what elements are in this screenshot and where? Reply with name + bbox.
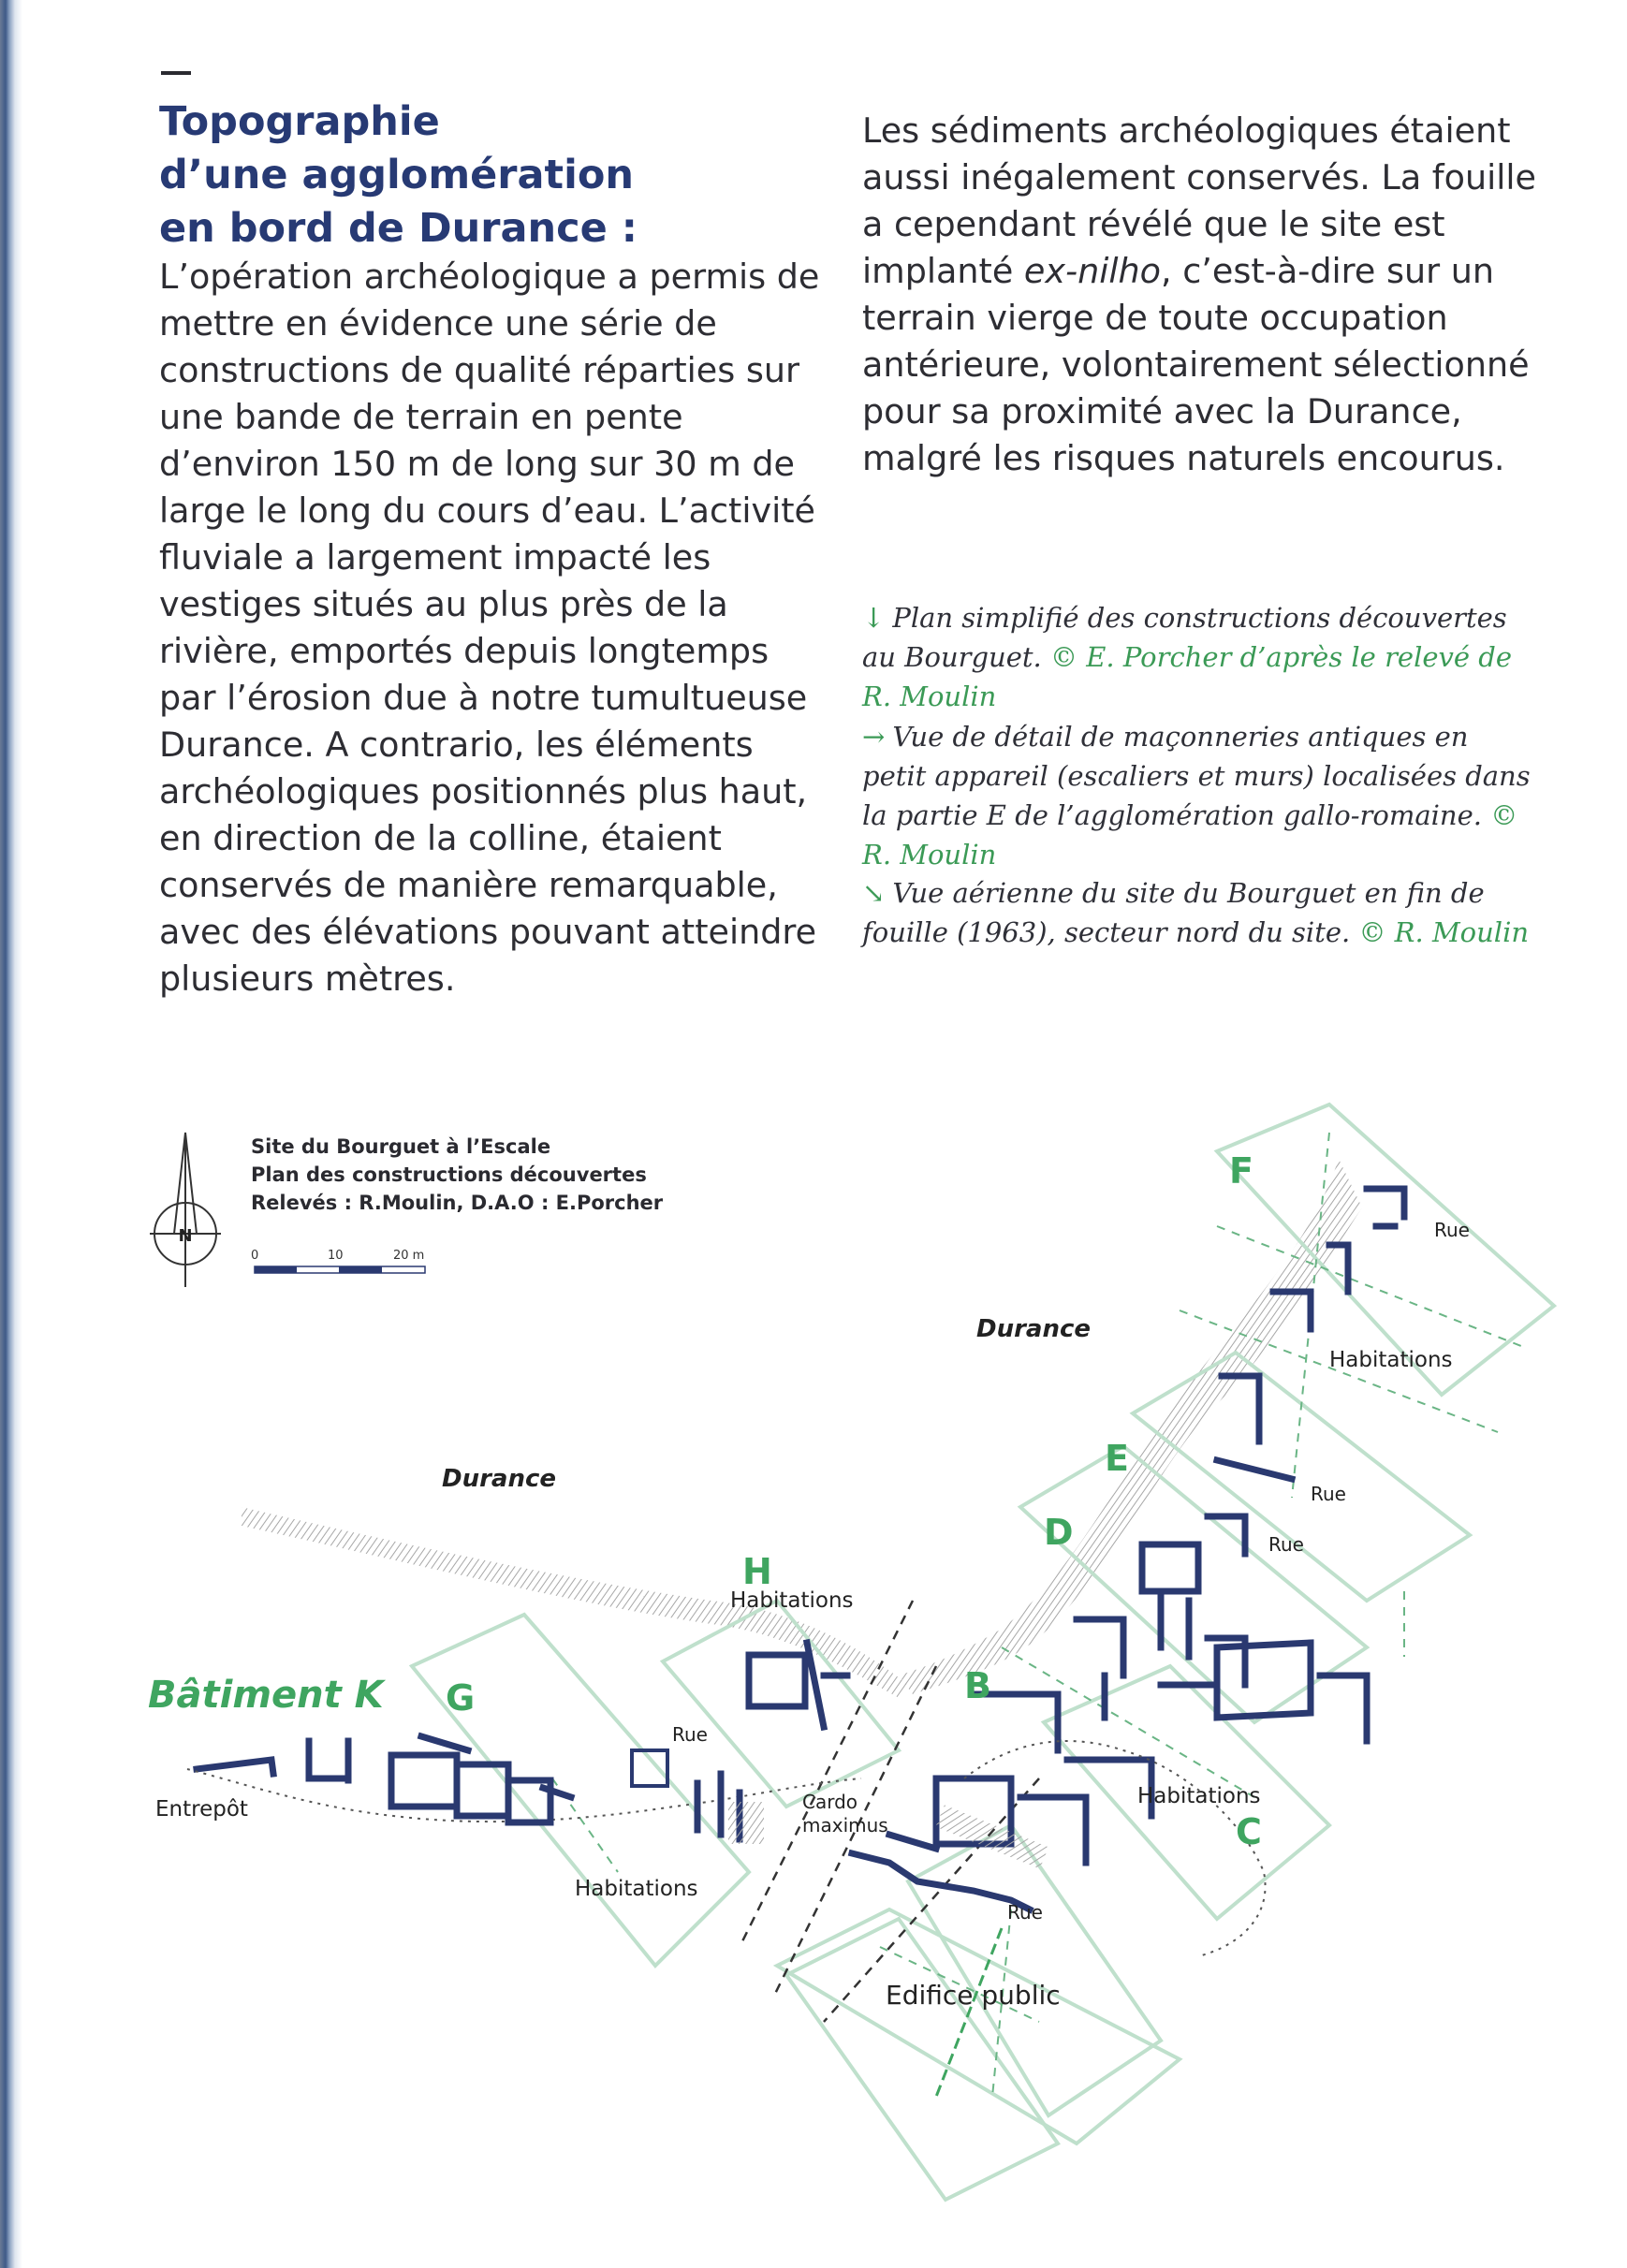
- label-habitations-g: Habitations: [575, 1877, 698, 1901]
- caption-credit: © E. Porcher d’après le relevé de R. Moulin: [862, 641, 1513, 712]
- compass-letter: N: [178, 1226, 193, 1246]
- label-rue-d: Rue: [1268, 1533, 1304, 1556]
- caption-text: Plan simplifié des constructions découvertes au Bourguet.: [862, 602, 1507, 673]
- sector-label-f: F: [1229, 1150, 1253, 1192]
- down-right-arrow-icon: ↘: [862, 877, 886, 909]
- sector-label-c: C: [1236, 1811, 1262, 1852]
- sector-label-e: E: [1105, 1438, 1129, 1479]
- label-rue-e: Rue: [1311, 1483, 1346, 1505]
- scale-tick-0: 0: [251, 1249, 259, 1263]
- scale-tick-10: 10: [328, 1249, 344, 1263]
- label-edifice-public: Edifice public: [886, 1980, 1061, 2011]
- scale-tick-20: 20 m: [393, 1249, 425, 1263]
- caption-text: Vue aérienne du site du Bourguet en fin de fouille (1963), secteur nord du site.: [862, 877, 1485, 948]
- label-cardo: Cardo: [802, 1791, 858, 1813]
- label-batiment-k: Bâtiment K: [148, 1674, 384, 1717]
- right-arrow-icon: →: [862, 721, 886, 753]
- building-k-walls: [197, 1741, 348, 1780]
- label-entrepot: Entrepôt: [155, 1797, 248, 1822]
- label-maximus: maximus: [802, 1814, 888, 1836]
- legend-line-1: Site du Bourguet à l’Escale: [251, 1135, 551, 1158]
- label-rue-f: Rue: [1434, 1219, 1470, 1241]
- legend-line-3: Relevés : R.Moulin, D.A.O : E.Porcher: [251, 1192, 664, 1214]
- body-right-latin: ex-nilho: [1023, 251, 1161, 291]
- label-durance-left: Durance: [442, 1465, 557, 1493]
- caption-text: Vue de détail de maçonneries antiques en petit appareil (escaliers et murs) localisées dans la partie E de l’agglomération gallo-romaine.: [862, 721, 1531, 831]
- label-durance-top: Durance: [976, 1315, 1092, 1343]
- caption-credit: © R. Moulin: [862, 799, 1518, 871]
- label-rue-public: Rue: [1007, 1901, 1043, 1924]
- body-right-part-1: Les sédiments archéologiques étaient aussi inégalement conservés. La fouille a cependant révélé que le site est implanté: [862, 110, 1536, 291]
- heading-line-3: en bord de Durance :: [159, 205, 638, 252]
- sector-def-walls: [1142, 1189, 1404, 1591]
- scale-bar: [255, 1266, 425, 1273]
- label-habitations-h: Habitations: [730, 1588, 854, 1613]
- heading-line-1: Topographie: [159, 98, 440, 145]
- sector-label-d: D: [1044, 1512, 1074, 1553]
- body-right-part-2: , c’est-à-dire sur un terrain vierge de toute occupation antérieure, volontairement sélectionné pour sa proximité avec la Durance, malgré les risques naturels encourus.: [862, 251, 1530, 478]
- label-habitations-c: Habitations: [1137, 1784, 1261, 1808]
- sector-label-b: B: [964, 1665, 991, 1706]
- compass-icon: [150, 1133, 221, 1287]
- body-text-left: L’opération archéologique a permis de mettre en évidence une série de constructions de qualité réparties sur une bande de terrain en pente d’environ 150 m de long sur 30 m de large le long du cours d’eau. L’activité fluviale a largement impacté les vestiges situés au plus près de la rivière, emportés depuis longtemps par l’érosion due à notre tumultueuse Durance. A contrario, les éléments archéologiques positionnés plus haut, en direction de la colline, étaient conservés de manière remarquable, avec des élévations pouvant atteindre plusieurs mètres.: [159, 256, 820, 999]
- label-rue-g: Rue: [672, 1723, 708, 1746]
- label-habitations-f: Habitations: [1329, 1348, 1453, 1372]
- sector-label-h: H: [742, 1551, 772, 1592]
- sector-south-walls: [852, 1778, 1086, 1910]
- sector-g-east: [632, 1750, 764, 1844]
- legend-line-2: Plan des constructions découvertes: [251, 1163, 647, 1186]
- caption-credit: © R. Moulin: [1358, 916, 1530, 948]
- down-arrow-icon: ↓: [862, 602, 886, 634]
- sector-label-g: G: [446, 1677, 476, 1719]
- green-axis-line: [936, 1928, 1002, 2097]
- river-bank-upper: [899, 1159, 1362, 1694]
- heading-line-2: d’une agglomération: [159, 152, 634, 198]
